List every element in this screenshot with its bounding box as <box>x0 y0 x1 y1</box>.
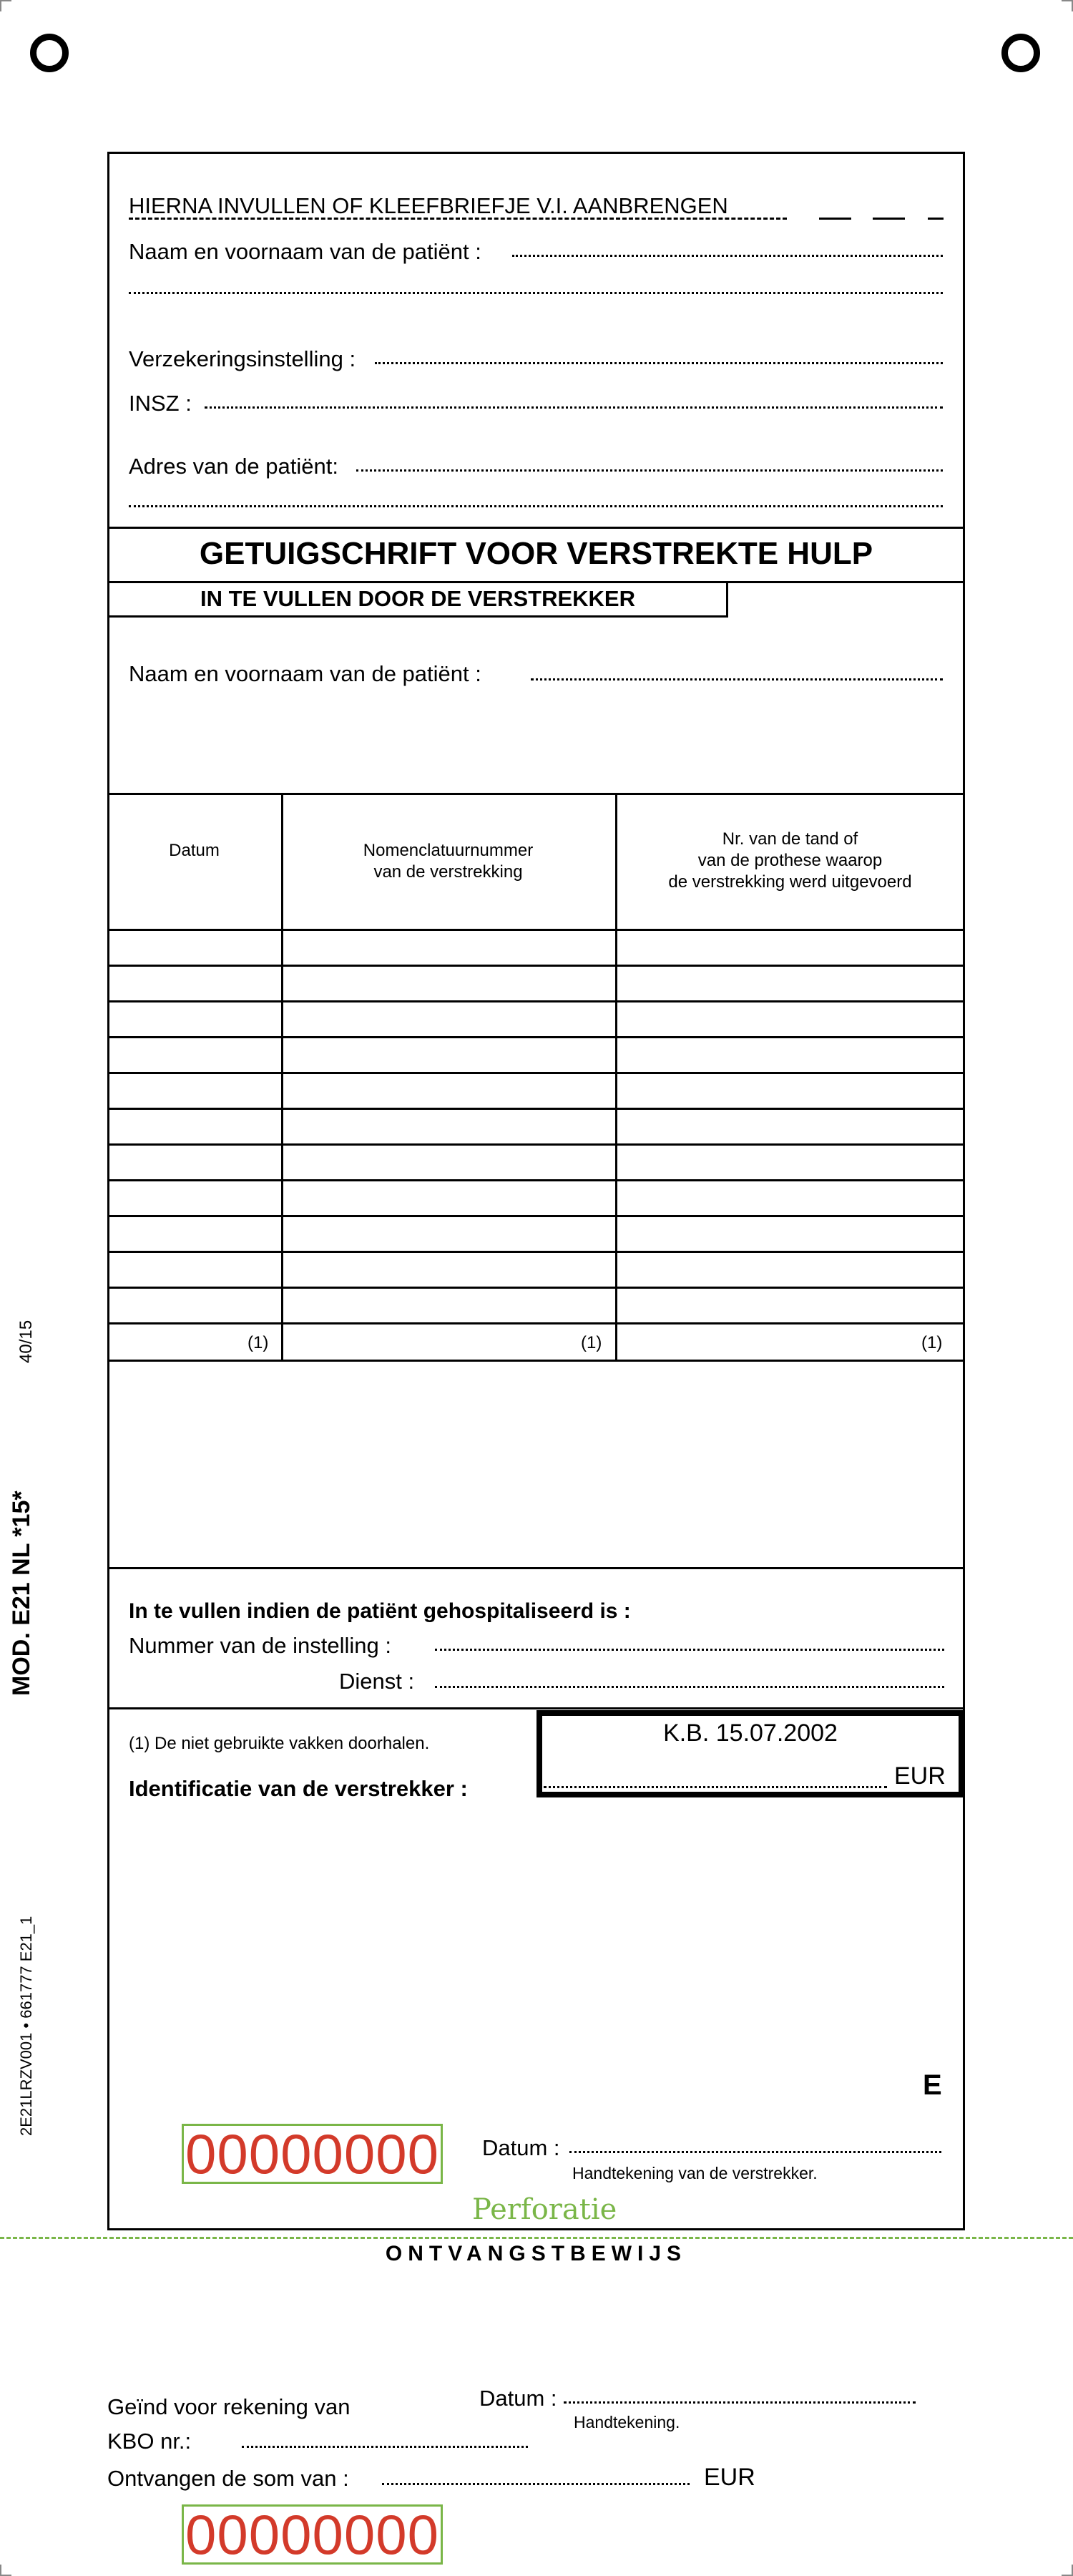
table-bottom-line <box>107 1360 965 1362</box>
instruction-underline <box>129 210 787 220</box>
header-instruction: HIERNA INVULLEN OF KLEEFBRIEFJE V.I. AANBRENGEN <box>129 193 728 218</box>
table-row-line-7 <box>107 1179 965 1181</box>
footnote-text: (1) De niet gebruikte vakken doorhalen. <box>129 1734 430 1753</box>
provider-signature-label: Handtekening van de verstrekker. <box>572 2164 818 2182</box>
header-patient-name-field[interactable] <box>512 255 943 257</box>
table-row-line-10 <box>107 1287 965 1289</box>
address-label: Adres van de patiënt: <box>129 454 338 479</box>
kbo-field[interactable] <box>242 2446 528 2448</box>
received-sum-label: Ontvangen de som van : <box>107 2466 349 2491</box>
certificate-patient-name-label: Naam en voornaam van de patiënt : <box>129 661 481 686</box>
kb-label: K.B. 15.07.2002 <box>663 1719 838 1747</box>
crop-mark-tr <box>1062 0 1073 11</box>
receipt-currency: EUR <box>704 2464 755 2491</box>
dash-1 <box>819 218 851 220</box>
table-row-line-1 <box>107 965 965 967</box>
col-header-nomenclature: Nomenclatuurnummer van de verstrekking <box>363 841 534 882</box>
side-print-code: 2E21LRZV001 • 661777 E21_1 <box>17 1916 35 2136</box>
footnote-mark-nomenclature: (1) <box>581 1333 602 1352</box>
insz-field[interactable] <box>205 406 943 409</box>
table-header-line <box>107 929 965 931</box>
kb-currency: EUR <box>894 1762 946 1790</box>
crop-mark-tl <box>0 0 11 11</box>
receipt-serial-number: 00000000 <box>182 2504 443 2565</box>
header-patient-name-label: Naam en voornaam van de patiënt : <box>129 239 481 264</box>
institution-label: Nummer van de instelling : <box>129 1633 391 1658</box>
form-letter: E <box>923 2069 942 2101</box>
kbo-label: KBO nr.: <box>107 2429 192 2454</box>
insurer-field[interactable] <box>375 362 943 364</box>
table-row-line-6 <box>107 1143 965 1146</box>
received-sum-field[interactable] <box>382 2483 690 2485</box>
col-header-tooth: Nr. van de tand of van de prothese waarop de verstrekking werd uitgevoerd <box>668 829 912 892</box>
institution-field[interactable] <box>435 1649 944 1651</box>
col-header-date: Datum <box>169 841 220 860</box>
certificate-subtitle: IN TE VULLEN DOOR DE VERSTREKKER <box>200 586 635 611</box>
title-top-line <box>107 527 965 529</box>
hospital-heading: In te vullen indien de patiënt gehospitaliseerd is : <box>129 1599 631 1623</box>
crop-mark-br <box>1062 2565 1073 2576</box>
table-row-line-5 <box>107 1108 965 1110</box>
table-row-line-11 <box>107 1322 965 1324</box>
perforation-line <box>0 2237 1073 2239</box>
certificate-title: GETUIGSCHRIFT VOOR VERSTREKTE HULP <box>199 536 873 571</box>
side-version: 40/15 <box>16 1319 36 1363</box>
punch-hole-right-icon <box>1001 34 1040 72</box>
provider-id-label: Identificatie van de verstrekker : <box>129 1776 468 1801</box>
collected-for-label: Geïnd voor rekening van <box>107 2394 351 2419</box>
provider-date-field[interactable] <box>569 2151 941 2153</box>
service-field[interactable] <box>435 1686 944 1688</box>
address-field-2[interactable] <box>129 505 943 507</box>
kb-amount-field[interactable] <box>544 1786 887 1788</box>
footer-top-line <box>107 1707 965 1709</box>
dash-3 <box>928 218 944 220</box>
hospital-top-line <box>107 1567 965 1569</box>
table-row-line-4 <box>107 1072 965 1074</box>
insurer-label: Verzekeringsinstelling : <box>129 346 356 371</box>
service-label: Dienst : <box>339 1669 415 1694</box>
perforation-label: Perforatie <box>472 2193 617 2226</box>
punch-hole-left-icon <box>30 34 69 72</box>
crop-mark-bl <box>0 2565 11 2576</box>
table-top-line <box>107 793 965 795</box>
header-patient-name-field-2[interactable] <box>129 292 943 294</box>
dash-2 <box>873 218 905 220</box>
receipt-date-label: Datum : <box>479 2386 557 2411</box>
table-row-line-9 <box>107 1251 965 1253</box>
receipt-signature-label: Handtekening. <box>574 2413 680 2431</box>
address-field[interactable] <box>356 469 943 472</box>
footnote-mark-tooth: (1) <box>921 1333 943 1352</box>
provider-serial-number: 00000000 <box>182 2124 443 2184</box>
provider-date-label: Datum : <box>482 2135 560 2160</box>
table-row-line-2 <box>107 1000 965 1002</box>
receipt-date-field[interactable] <box>564 2401 916 2404</box>
insz-label: INSZ : <box>129 391 192 416</box>
footnote-mark-date: (1) <box>248 1333 269 1352</box>
certificate-patient-name-field[interactable] <box>531 678 943 680</box>
receipt-title: ONTVANGSTBEWIJS <box>385 2242 687 2265</box>
table-row-line-3 <box>107 1036 965 1038</box>
table-row-line-8 <box>107 1215 965 1217</box>
side-model-code: MOD. E21 NL *15* <box>8 1491 35 1696</box>
